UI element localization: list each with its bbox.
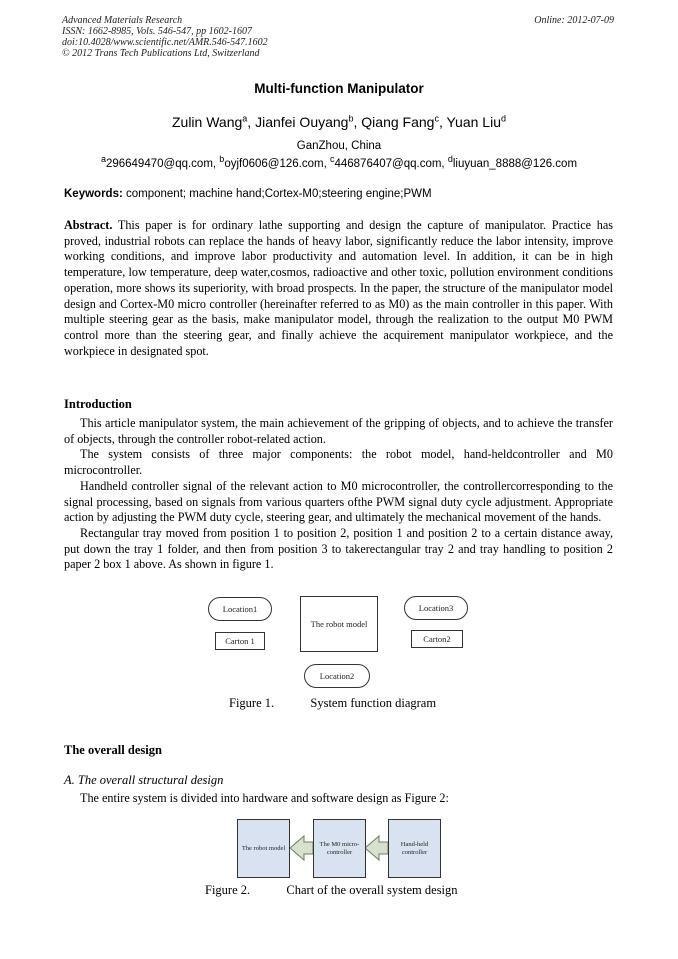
online-date: Online: 2012-07-09 (534, 15, 614, 26)
email-address[interactable]: 296649470@qq.com (105, 158, 213, 170)
paragraph: The system consists of three major components: the robot model, hand-heldcontroller and M0 microcontroller. (64, 447, 613, 478)
affiliation: GanZhou, China (296, 140, 382, 152)
author-name: Zulin Wang (171, 114, 243, 130)
email-sup: c (329, 154, 335, 165)
paragraph: Handheld controller signal of the relevant action to M0 microcontroller, the controllercorresponding to the signal processing, based on signals from various quarters ofthe PWM signal duty cycle adjustment. Appropriate action by adjusting the PWM duty cycle, steering gear, and ultimately the mechanical movement of the hands. (64, 478, 613, 525)
author-sup: d (500, 113, 506, 124)
email-address[interactable]: liuyuan_8888@126.com (452, 158, 578, 170)
paragraph: The entire system is divided into hardware and software design as Figure 2: (80, 791, 449, 805)
email-address[interactable]: 446876407@qq.com (334, 158, 442, 170)
author-list: Zulin Wang$^a$, Jianfei Ouyang$^b$, Qiang Fang$^c$, Yuan Liu$^d$ (171, 113, 506, 130)
figure2-caption (205, 883, 458, 898)
robot-model-box: The robot model (300, 596, 378, 652)
journal-name: Advanced Materials Research (62, 15, 183, 26)
location2-box: Location2 (304, 664, 370, 688)
fig2-m0-controller-box: The M0 micro-controller (313, 819, 366, 878)
paragraph: Rectangular tray moved from position 1 to position 2, position 1 and position 2 to a certain distance away, put down the tray 1 folder, and then from position 3 to takerectangular tray 2 and tray handling to position 2 paper 2 box 1 above. As shown in figure 1. (64, 525, 613, 572)
paper-title: Multi-function Manipulator (254, 81, 424, 96)
figure2-label: Figure 2. (205, 883, 251, 897)
subsection-heading: A. The overall structural design (64, 773, 224, 787)
copyright: © 2012 Trans Tech Publications Ltd, Switzerland (62, 48, 260, 59)
author-sup: c (434, 113, 439, 124)
section-heading-overall-design: The overall design (64, 743, 162, 757)
fig2-robot-model-box: The robot model (237, 819, 290, 878)
email-sup: a (100, 154, 106, 165)
arrow-left-icon (365, 836, 388, 860)
figure2-title: Chart of the overall system design (286, 883, 458, 897)
location3-box: Location3 (404, 596, 468, 620)
keywords-text: component; machine hand;Cortex-M0;steering engine;PWM (126, 188, 432, 200)
email-address[interactable]: oyjf0606@126.com (224, 158, 324, 170)
keywords-label: Keywords: (64, 188, 123, 200)
carton1-box: Carton 1 (215, 632, 265, 650)
email-sup: d (447, 154, 453, 165)
carton2-box: Carton2 (411, 630, 463, 648)
paragraph: This article manipulator system, the main achievement of the gripping of objects, and to achieve the transfer of objects, through the controller robot-related action. (64, 416, 613, 446)
author-sup: a (242, 113, 248, 124)
author-name: Yuan Liu (446, 114, 501, 130)
location1-box: Location1 (208, 597, 272, 621)
fig2-handheld-controller-box: Hand-held controller (388, 819, 441, 878)
email-sup: b (219, 154, 225, 165)
doi: doi:10.4028/www.scientific.net/AMR.546-547.1602 (62, 37, 268, 48)
section-heading-introduction: Introduction (64, 397, 132, 411)
issn: ISSN: 1662-8985, Vols. 546-547, pp 1602-1607 (62, 26, 252, 37)
figure1-label: Figure 1. (229, 696, 275, 710)
email-list: $^a$296649470@qq.com, $^b$oyjf0606@126.com, $^c$446876407@qq.com, $^d$liuyuan_8888@126.com (100, 154, 578, 170)
abstract-label: Abstract. (64, 218, 113, 232)
arrow-left-icon (290, 836, 313, 860)
abstract-text: This paper is for ordinary lathe supporting and design the capture of manipulator. Practice has proved, industrial robots can replace the hands of heavy labor, significantly reduce the labor intensity, improve working conditions, and improve labor productivity and automation level. In addition, it can be in high temperature, low temperature, deep water,cosmos, radioactive and other toxic, pollution environment conditions operation, more shows its superiority, with broad prospects. In the paper, the structure of the manipulator model design and Cortex-M0 micro controller (hereinafter referred to as M0) as the main controller in this paper. With multiple steering gear as the basis, make manipulator model, through the realization to the output M0 PWM control more than the steering gear, and finally achieve the acquirement manipulator workpiece, and the workpiece in designated spot. (64, 218, 613, 358)
author-name: Jianfei Ouyang (255, 114, 349, 130)
figure1-title: System function diagram (310, 696, 437, 710)
author-sup: b (348, 113, 354, 124)
author-name: Qiang Fang (361, 114, 435, 130)
